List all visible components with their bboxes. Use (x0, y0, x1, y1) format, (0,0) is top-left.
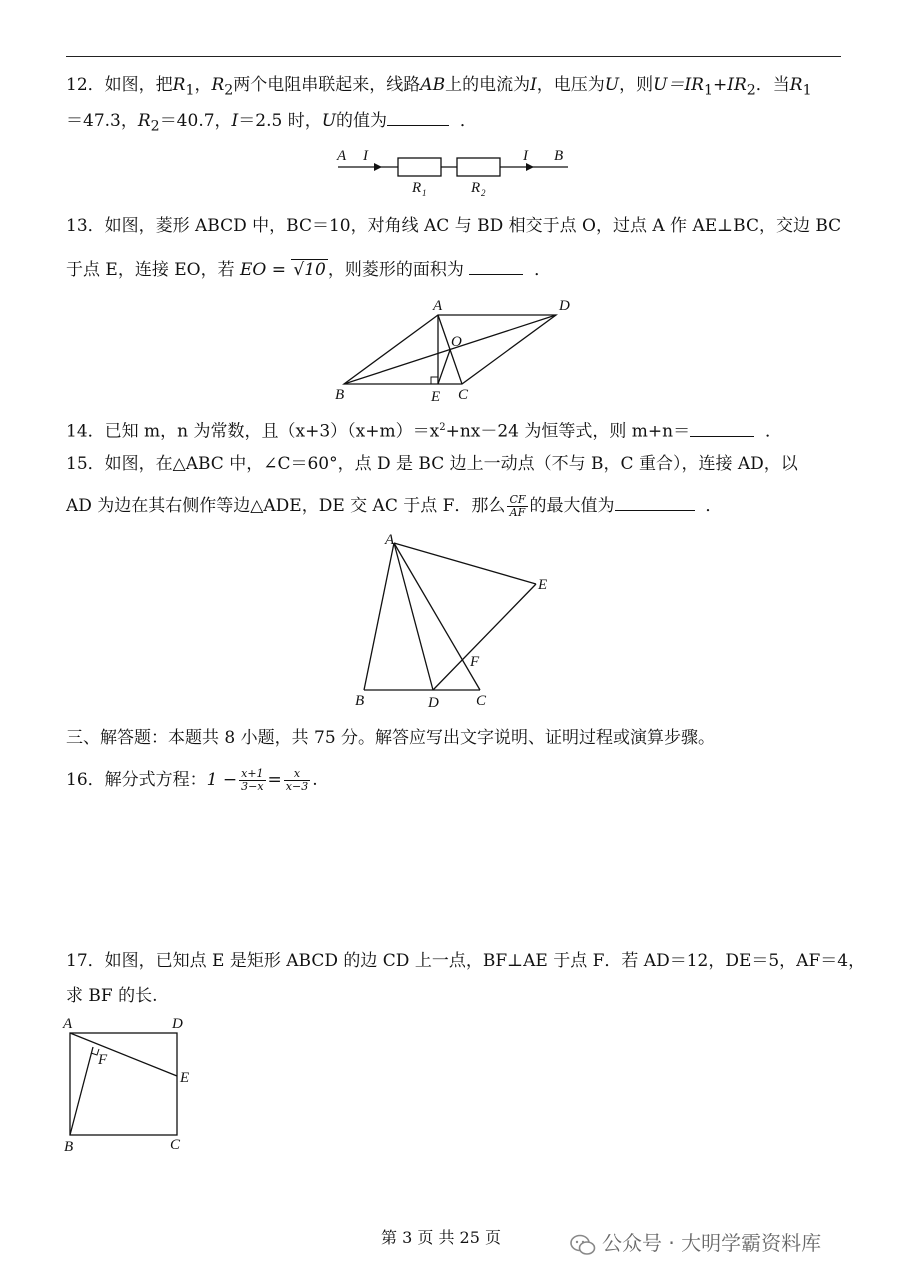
watermark: 公众号 · 大明学霸资料库 (570, 1227, 821, 1256)
q12-label-b: B (554, 148, 564, 164)
q15-line2: AD 为边在其右侧作等边△ADE，DE 交 AC 于点 F．那么 $\frac{CF}{AF}$ 的最大值为 ． (66, 493, 723, 519)
q13-label-a: A (433, 298, 443, 314)
q13-sqrt: √10 (293, 260, 326, 280)
q12-line2: ＝47.3，$R_2=40.7$，I＝2.5 时，U的值为 ． (66, 111, 477, 135)
q12-line1: 12．如图，把$R_1$，$R_2$两个电阻串联起来，线路AB上的电流为I，电压为U，则$U=IR_1+IR_2$．当$R_1$ (66, 75, 812, 99)
q13-label-c: C (458, 387, 469, 403)
q15-label-f: F (470, 654, 480, 670)
q17-label-d: D (172, 1016, 183, 1032)
q13-line2: 于点 E，连接 EO，若 EO = √10 ，则菱形的面积为 ． (66, 260, 552, 280)
q13-line1: 13．如图，菱形 ABCD 中，BC＝10，对角线 AC 与 BD 相交于点 O，过点 A 作 AE⊥BC，交边 BC (66, 216, 842, 236)
q15-label-a: A (385, 532, 395, 548)
q12-label-r1: R (412, 180, 422, 196)
q17-label-f: F (98, 1052, 108, 1068)
q17-line2: 求 BF 的长. (66, 986, 158, 1006)
q13-label-b: B (335, 387, 345, 403)
q17-rectangle-diagram (58, 1012, 208, 1157)
q13-label-e: E (431, 389, 441, 405)
svg-text:2: 2 (481, 188, 486, 198)
q12-answer-blank[interactable] (387, 109, 449, 126)
header-rule (66, 56, 841, 57)
q12-label-a: A (337, 148, 347, 164)
q17-label-c: C (170, 1137, 181, 1153)
q13-answer-blank[interactable] (469, 258, 523, 275)
q15-label-d: D (428, 695, 439, 711)
q17-label-a: A (63, 1016, 73, 1032)
q17-line1: 17．如图，已知点 E 是矩形 ABCD 的边 CD 上一点，BF⊥AE 于点 F．若 AD＝12，DE＝5，AF＝4， (66, 951, 866, 971)
q16-line: 16．解分式方程：1 − $\frac{x+1}{3-x}$ = $\frac{x}{x-3}$ . (66, 767, 318, 793)
q15-triangle-diagram (350, 530, 560, 715)
q14-line: 14．已知 m，n 为常数，且$(x+3)(x+m)=x^2+nx-24$ 为恒等式，则 m+n＝ ． (66, 421, 782, 442)
q13-label-o: O (451, 334, 462, 350)
q12-circuit-diagram (330, 140, 580, 202)
q16-fraction-1: $\frac{x+1}{3-x}$ (241, 767, 264, 793)
q17-label-b: B (64, 1139, 74, 1155)
page-footer: 第 3 页 共 25 页 (381, 1228, 501, 1247)
q15-fraction: $\frac{CF}{AF}$ (509, 493, 526, 519)
q13-rhombus-diagram (330, 295, 580, 405)
q15-label-e: E (538, 577, 548, 593)
wechat-icon (570, 1234, 596, 1256)
q13-label-d: D (559, 298, 570, 314)
section3-heading: 三、解答题：本题共 8 小题，共 75 分。解答应写出文字说明、证明过程或演算步骤。 (66, 728, 716, 748)
q16-fraction-2: $\frac{x}{x-3}$ (285, 767, 309, 793)
svg-text:1: 1 (422, 188, 427, 198)
q15-line1: 15．如图，在△ABC 中，∠C＝60°，点 D 是 BC 边上一动点（不与 B，C 重合），连接 AD，以 (66, 454, 798, 474)
q12-label-i2: I (523, 148, 528, 164)
q12-label-r2: R (471, 180, 481, 196)
q14-answer-blank[interactable] (690, 420, 754, 437)
q12-label-i1: I (363, 148, 368, 164)
q15-label-b: B (355, 693, 365, 709)
q15-answer-blank[interactable] (615, 494, 695, 511)
q15-label-c: C (476, 693, 487, 709)
q17-label-e: E (180, 1070, 190, 1086)
